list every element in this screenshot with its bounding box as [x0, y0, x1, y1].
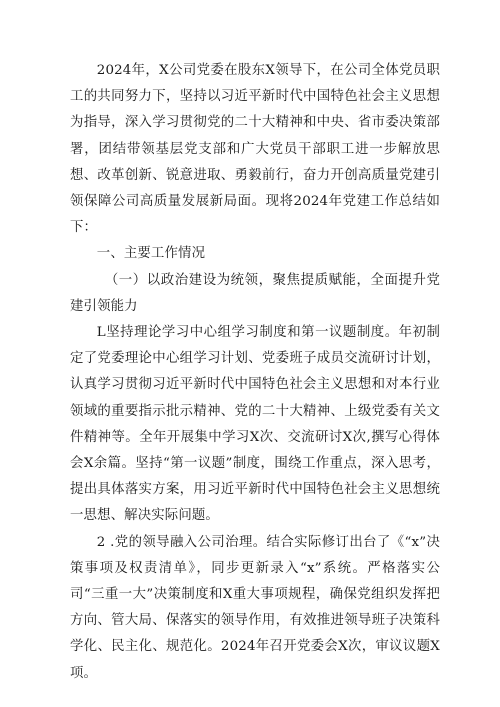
item-2-paragraph: 2 .党的领导融入公司治理。结合实际修订出台了《“x”决策事项及权责清单》，同步更新录入“x”系统。严格落实公司“三重一大”决策制度和X重大事项规程，确保党组织发挥把方向、管大局、保落实的领导作用，有效推进领导班子决策科学化、民主化、规范化。2024年召开党委会X次，审议议题X项。 [70, 534, 440, 681]
item-1-paragraph: L坚持理论学习中心组学习制度和第一议题制度。年初制定了党委理论中心组学习计划、党委班子成员交流研讨计划，认真学习贯彻习近平新时代中国特色社会主义思想和对本行业领域的重要指示批示精神、党的二十大精神、上级党委有关文件精神等。全年开展集中学习X次、交流研讨X次,撰写心得体会X余篇。坚持“第一议题”制度，围绕工作重点，深入思考，提出具体落实方案，用习近平新时代中国特色社会主义思想统一思想、解决实际问题。 [70, 325, 440, 524]
intro-paragraph: 2024年，X公司党委在股东X领导下，在公司全体党员职工的共同努力下，坚持以习近平新时代中国特色社会主义思想为指导，深入学习贯彻党的二十大精神和中央、省市委决策部署，团结带领基层党支部和广大党员干部职工进一步解放思想、改革创新、锐意进取、勇毅前行，奋力开创高质量党建引领保障公司高质量发展新局面。现将2024年党建工作总结如下： [70, 63, 440, 236]
subsection-heading: （一）以政治建设为统领，聚焦提质赋能，全面提升党建引领能力 [70, 272, 440, 314]
section-heading: 一、主要工作情况 [96, 246, 206, 262]
